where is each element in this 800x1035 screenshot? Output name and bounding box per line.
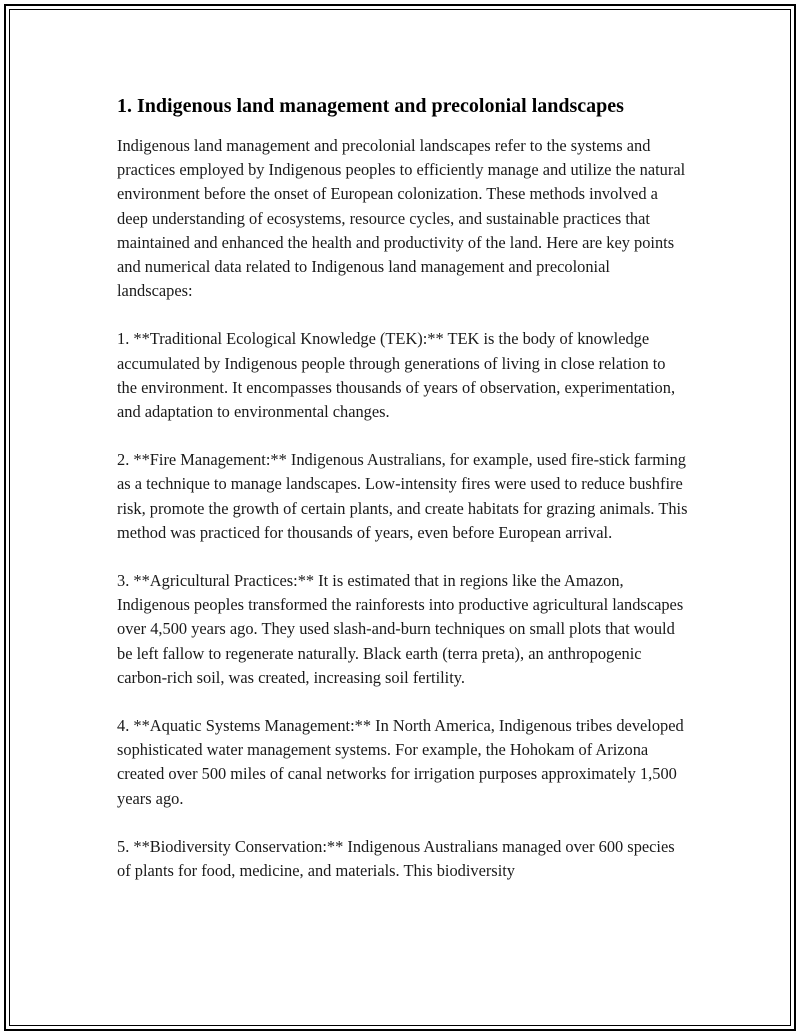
aquatic-systems-paragraph: 4. **Aquatic Systems Management:** In North America, Indigenous tribes developed sophisticated water management systems. For example, the Hohokam of Arizona created over 500 miles of canal networks for irrigation purposes approximately 1,500 years ago. <box>117 716 684 808</box>
tek-paragraph: 1. **Traditional Ecological Knowledge (TEK):** TEK is the body of knowledge accumulated by Indigenous people through generations of living in close relation to the environment. It encompasses thousands of years of observation, experimentation, and adaptation to environmental changes. <box>117 329 676 422</box>
agricultural-practices-paragraph: 3. **Agricultural Practices:** It is estimated that in regions like the Amazon, Indigenous peoples transformed the rainforests into productive agricultural landscapes over 4,500 years ago. They used slash-and-burn techniques on small plots that would be left fallow to regenerate naturally. Black earth (terra preta), an anthropogenic carbon-rich soil, was created, increasing soil fertility. <box>117 571 684 687</box>
biodiversity-paragraph: 5. **Biodiversity Conservation:** Indigenous Australians managed over 600 species of plants for food, medicine, and materials. This biodiversity <box>117 836 675 881</box>
intro-paragraph: Indigenous land management and precolonial landscapes refer to the systems and practices employed by Indigenous peoples to efficiently manage and utilize the natural environment before the onset of European colonization. These methods involved a deep understanding of ecosystems, resource cycles, and sustainable practices that maintained and enhanced the health and productivity of the land. Here are key points and numerical data related to Indigenous land management and precolonial landscapes: <box>117 136 686 301</box>
document-title: 1. Indigenous land management and precolonial landscapes <box>117 95 624 117</box>
document-body <box>117 92 689 907</box>
fire-management-paragraph: 2. **Fire Management:** Indigenous Australians, for example, used fire-stick farming as a technique to manage landscapes. Low-intensity fires were used to reduce bushfire risk, promote the growth of certain plants, and create habitats for grazing animals. This method was practiced for thousands of years, even before European arrival. <box>117 450 688 542</box>
